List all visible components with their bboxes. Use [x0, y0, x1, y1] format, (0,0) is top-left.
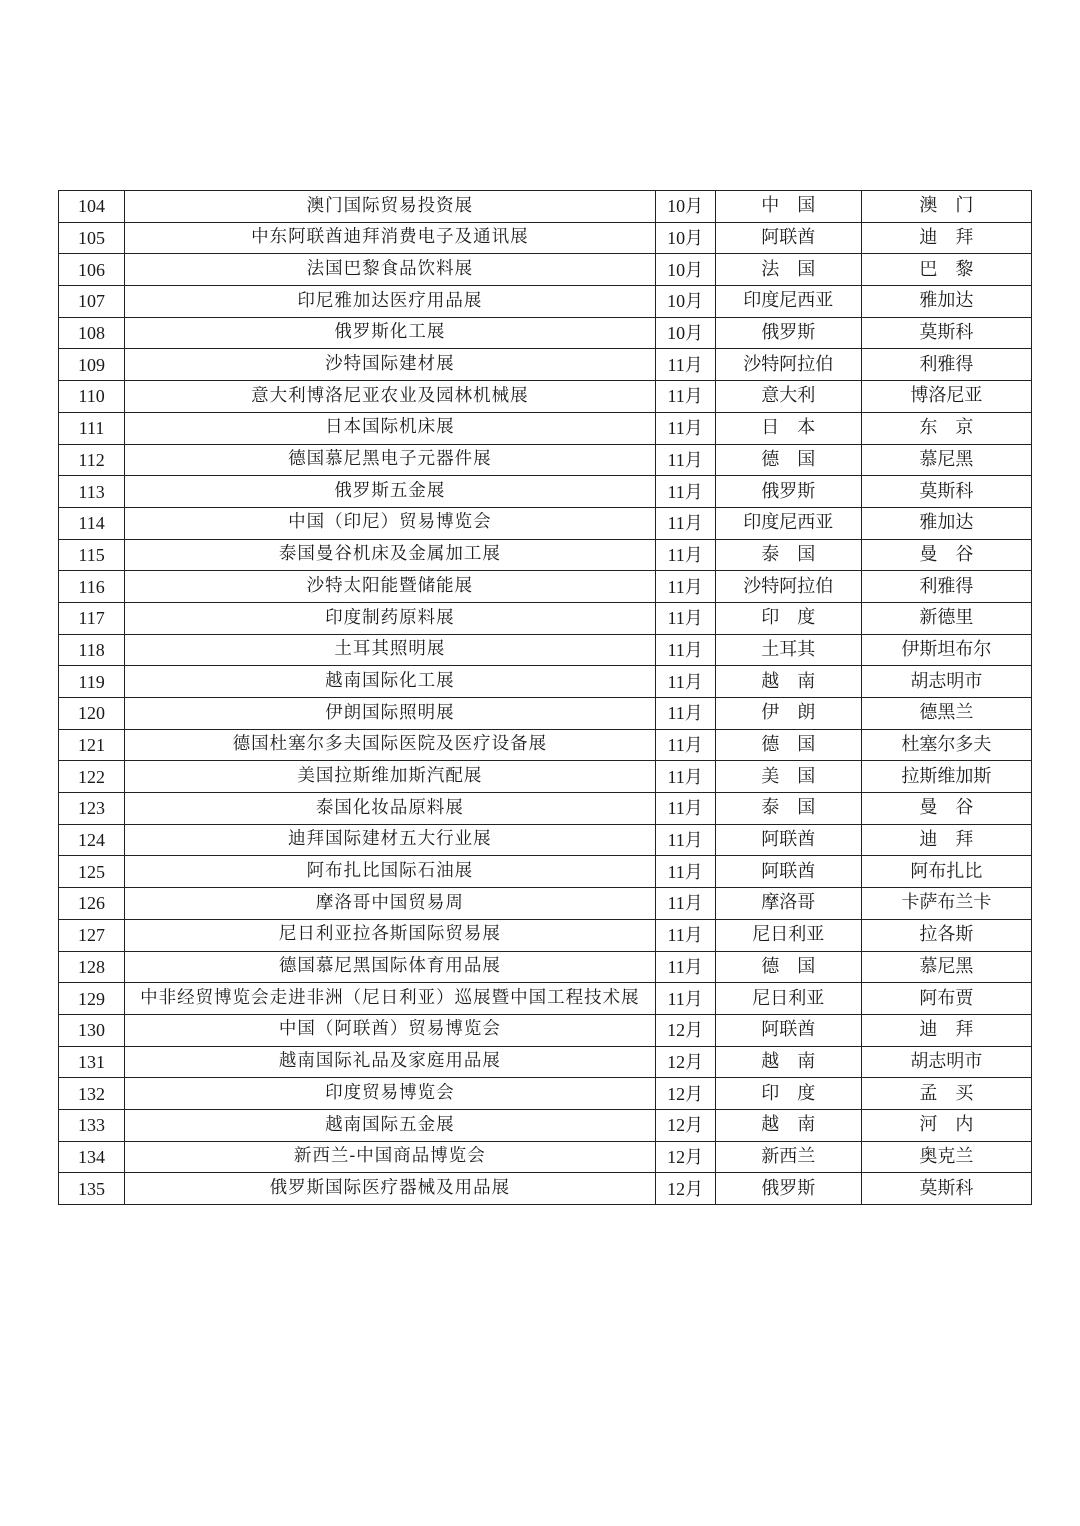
exhibition-month: 11月 [655, 539, 715, 571]
exhibition-city: 莫斯科 [861, 1173, 1031, 1205]
exhibition-name: 澳门国际贸易投资展 [125, 191, 656, 223]
exhibition-country: 沙特阿拉伯 [715, 571, 861, 603]
exhibition-city: 新德里 [861, 602, 1031, 634]
table-row [59, 191, 1032, 223]
exhibition-name: 美国拉斯维加斯汽配展 [125, 761, 656, 793]
table-row [59, 571, 1032, 603]
exhibition-city: 胡志明市 [861, 666, 1031, 698]
exhibition-name: 越南国际五金展 [125, 1109, 656, 1141]
exhibition-number: 130 [59, 1014, 125, 1046]
exhibition-month: 10月 [655, 254, 715, 286]
table-row [59, 286, 1032, 318]
table-row [59, 507, 1032, 539]
exhibition-number: 132 [59, 1078, 125, 1110]
exhibition-country: 沙特阿拉伯 [715, 349, 861, 381]
table-row [59, 381, 1032, 413]
table-row [59, 444, 1032, 476]
exhibition-city: 杜塞尔多夫 [861, 729, 1031, 761]
exhibition-name: 阿布扎比国际石油展 [125, 856, 656, 888]
table-row [59, 666, 1032, 698]
exhibition-city: 曼 谷 [861, 539, 1031, 571]
table-row [59, 634, 1032, 666]
exhibition-name: 新西兰-中国商品博览会 [125, 1141, 656, 1173]
table-row [59, 856, 1032, 888]
exhibition-number: 122 [59, 761, 125, 793]
exhibition-number: 128 [59, 951, 125, 983]
table-row [59, 539, 1032, 571]
exhibition-name: 摩洛哥中国贸易周 [125, 888, 656, 920]
exhibition-country: 德 国 [715, 444, 861, 476]
table-row [59, 1109, 1032, 1141]
exhibition-name: 德国慕尼黑国际体育用品展 [125, 951, 656, 983]
exhibition-country: 泰 国 [715, 793, 861, 825]
exhibition-number: 117 [59, 602, 125, 634]
exhibition-city: 莫斯科 [861, 317, 1031, 349]
exhibition-month: 12月 [655, 1109, 715, 1141]
exhibition-city: 孟 买 [861, 1078, 1031, 1110]
exhibition-month: 11月 [655, 856, 715, 888]
exhibition-number: 109 [59, 349, 125, 381]
table-row [59, 1014, 1032, 1046]
exhibition-city: 雅加达 [861, 507, 1031, 539]
exhibition-name: 中国（阿联酋）贸易博览会 [125, 1014, 656, 1046]
exhibition-number: 127 [59, 919, 125, 951]
exhibition-month: 11月 [655, 444, 715, 476]
exhibition-country: 越 南 [715, 666, 861, 698]
exhibition-month: 10月 [655, 286, 715, 318]
exhibition-name: 中非经贸博览会走进非洲（尼日利亚）巡展暨中国工程技术展 [125, 983, 656, 1015]
exhibition-number: 124 [59, 824, 125, 856]
exhibition-country: 阿联酋 [715, 222, 861, 254]
exhibition-month: 11月 [655, 888, 715, 920]
exhibition-number: 106 [59, 254, 125, 286]
exhibition-country: 阿联酋 [715, 1014, 861, 1046]
exhibition-name: 日本国际机床展 [125, 412, 656, 444]
exhibition-city: 迪 拜 [861, 1014, 1031, 1046]
exhibition-name: 意大利博洛尼亚农业及园林机械展 [125, 381, 656, 413]
exhibition-table [58, 190, 1032, 1205]
exhibition-number: 129 [59, 983, 125, 1015]
exhibition-city: 拉斯维加斯 [861, 761, 1031, 793]
exhibition-country: 阿联酋 [715, 856, 861, 888]
table-row [59, 919, 1032, 951]
table-row [59, 698, 1032, 730]
exhibition-country: 德 国 [715, 729, 861, 761]
exhibition-number: 125 [59, 856, 125, 888]
exhibition-city: 河 内 [861, 1109, 1031, 1141]
exhibition-name: 迪拜国际建材五大行业展 [125, 824, 656, 856]
exhibition-month: 11月 [655, 476, 715, 508]
table-row [59, 602, 1032, 634]
exhibition-city: 胡志明市 [861, 1046, 1031, 1078]
exhibition-city: 迪 拜 [861, 824, 1031, 856]
exhibition-name: 沙特太阳能暨储能展 [125, 571, 656, 603]
exhibition-country: 越 南 [715, 1109, 861, 1141]
exhibition-city: 伊斯坦布尔 [861, 634, 1031, 666]
exhibition-name: 俄罗斯国际医疗器械及用品展 [125, 1173, 656, 1205]
exhibition-country: 伊 朗 [715, 698, 861, 730]
exhibition-country: 意大利 [715, 381, 861, 413]
table-row [59, 412, 1032, 444]
exhibition-number: 108 [59, 317, 125, 349]
exhibition-city: 德黑兰 [861, 698, 1031, 730]
exhibition-country: 尼日利亚 [715, 983, 861, 1015]
exhibition-country: 美 国 [715, 761, 861, 793]
exhibition-country: 日 本 [715, 412, 861, 444]
exhibition-month: 12月 [655, 1078, 715, 1110]
exhibition-month: 11月 [655, 666, 715, 698]
exhibition-month: 11月 [655, 919, 715, 951]
exhibition-month: 11月 [655, 729, 715, 761]
exhibition-month: 11月 [655, 793, 715, 825]
exhibition-country: 俄罗斯 [715, 476, 861, 508]
exhibition-number: 134 [59, 1141, 125, 1173]
exhibition-city: 拉各斯 [861, 919, 1031, 951]
exhibition-name: 俄罗斯化工展 [125, 317, 656, 349]
exhibition-number: 135 [59, 1173, 125, 1205]
exhibition-month: 11月 [655, 698, 715, 730]
exhibition-name: 泰国化妆品原料展 [125, 793, 656, 825]
exhibition-number: 113 [59, 476, 125, 508]
exhibition-country: 泰 国 [715, 539, 861, 571]
exhibition-month: 11月 [655, 381, 715, 413]
exhibition-number: 104 [59, 191, 125, 223]
exhibition-number: 121 [59, 729, 125, 761]
table-row [59, 983, 1032, 1015]
exhibition-month: 11月 [655, 634, 715, 666]
table-row [59, 222, 1032, 254]
table-row [59, 1078, 1032, 1110]
exhibition-name: 印度贸易博览会 [125, 1078, 656, 1110]
exhibition-month: 11月 [655, 349, 715, 381]
exhibition-name: 俄罗斯五金展 [125, 476, 656, 508]
exhibition-name: 尼日利亚拉各斯国际贸易展 [125, 919, 656, 951]
exhibition-number: 133 [59, 1109, 125, 1141]
exhibition-city: 卡萨布兰卡 [861, 888, 1031, 920]
table-row [59, 476, 1032, 508]
exhibition-name: 越南国际礼品及家庭用品展 [125, 1046, 656, 1078]
exhibition-city: 慕尼黑 [861, 444, 1031, 476]
exhibition-month: 11月 [655, 824, 715, 856]
exhibition-name: 印尼雅加达医疗用品展 [125, 286, 656, 318]
exhibition-month: 11月 [655, 602, 715, 634]
exhibition-city: 雅加达 [861, 286, 1031, 318]
exhibition-country: 土耳其 [715, 634, 861, 666]
exhibition-number: 105 [59, 222, 125, 254]
exhibition-city: 慕尼黑 [861, 951, 1031, 983]
table-row [59, 793, 1032, 825]
table-row [59, 824, 1032, 856]
exhibition-city: 迪 拜 [861, 222, 1031, 254]
exhibition-city: 东 京 [861, 412, 1031, 444]
exhibition-number: 120 [59, 698, 125, 730]
exhibition-country: 摩洛哥 [715, 888, 861, 920]
table-row [59, 1141, 1032, 1173]
exhibition-name: 土耳其照明展 [125, 634, 656, 666]
table-row [59, 761, 1032, 793]
exhibition-city: 利雅得 [861, 571, 1031, 603]
exhibition-month: 11月 [655, 507, 715, 539]
exhibition-number: 116 [59, 571, 125, 603]
exhibition-month: 10月 [655, 222, 715, 254]
exhibition-month: 12月 [655, 1014, 715, 1046]
exhibition-month: 11月 [655, 761, 715, 793]
exhibition-month: 12月 [655, 1141, 715, 1173]
exhibition-number: 119 [59, 666, 125, 698]
exhibition-number: 110 [59, 381, 125, 413]
exhibition-name: 德国杜塞尔多夫国际医院及医疗设备展 [125, 729, 656, 761]
exhibition-month: 11月 [655, 951, 715, 983]
exhibition-name: 中东阿联酋迪拜消费电子及通讯展 [125, 222, 656, 254]
table-row [59, 1173, 1032, 1205]
exhibition-name: 印度制药原料展 [125, 602, 656, 634]
exhibition-city: 博洛尼亚 [861, 381, 1031, 413]
exhibition-city: 澳 门 [861, 191, 1031, 223]
exhibition-country: 印 度 [715, 602, 861, 634]
exhibition-number: 115 [59, 539, 125, 571]
table-row [59, 317, 1032, 349]
exhibition-city: 利雅得 [861, 349, 1031, 381]
exhibition-number: 107 [59, 286, 125, 318]
exhibition-country: 印度尼西亚 [715, 507, 861, 539]
exhibition-name: 伊朗国际照明展 [125, 698, 656, 730]
exhibition-city: 奥克兰 [861, 1141, 1031, 1173]
exhibition-country: 俄罗斯 [715, 1173, 861, 1205]
exhibition-month: 12月 [655, 1046, 715, 1078]
exhibition-table-body [59, 191, 1032, 1205]
table-row [59, 729, 1032, 761]
exhibition-country: 印 度 [715, 1078, 861, 1110]
table-row [59, 349, 1032, 381]
table-row [59, 254, 1032, 286]
exhibition-city: 莫斯科 [861, 476, 1031, 508]
exhibition-month: 11月 [655, 983, 715, 1015]
exhibition-month: 12月 [655, 1173, 715, 1205]
exhibition-country: 印度尼西亚 [715, 286, 861, 318]
table-row [59, 888, 1032, 920]
exhibition-month: 10月 [655, 191, 715, 223]
exhibition-name: 德国慕尼黑电子元器件展 [125, 444, 656, 476]
exhibition-name: 泰国曼谷机床及金属加工展 [125, 539, 656, 571]
exhibition-name: 越南国际化工展 [125, 666, 656, 698]
exhibition-name: 法国巴黎食品饮料展 [125, 254, 656, 286]
exhibition-number: 131 [59, 1046, 125, 1078]
exhibition-country: 中 国 [715, 191, 861, 223]
exhibition-city: 阿布贾 [861, 983, 1031, 1015]
exhibition-number: 114 [59, 507, 125, 539]
exhibition-country: 阿联酋 [715, 824, 861, 856]
exhibition-country: 越 南 [715, 1046, 861, 1078]
exhibition-month: 11月 [655, 412, 715, 444]
exhibition-country: 法 国 [715, 254, 861, 286]
exhibition-country: 德 国 [715, 951, 861, 983]
exhibition-country: 尼日利亚 [715, 919, 861, 951]
exhibition-name: 中国（印尼）贸易博览会 [125, 507, 656, 539]
exhibition-month: 11月 [655, 571, 715, 603]
exhibition-city: 巴 黎 [861, 254, 1031, 286]
exhibition-country: 新西兰 [715, 1141, 861, 1173]
table-row [59, 1046, 1032, 1078]
exhibition-number: 126 [59, 888, 125, 920]
exhibition-number: 123 [59, 793, 125, 825]
exhibition-country: 俄罗斯 [715, 317, 861, 349]
exhibition-city: 阿布扎比 [861, 856, 1031, 888]
exhibition-number: 111 [59, 412, 125, 444]
exhibition-number: 112 [59, 444, 125, 476]
exhibition-number: 118 [59, 634, 125, 666]
exhibition-name: 沙特国际建材展 [125, 349, 656, 381]
table-row [59, 951, 1032, 983]
exhibition-city: 曼 谷 [861, 793, 1031, 825]
exhibition-month: 10月 [655, 317, 715, 349]
